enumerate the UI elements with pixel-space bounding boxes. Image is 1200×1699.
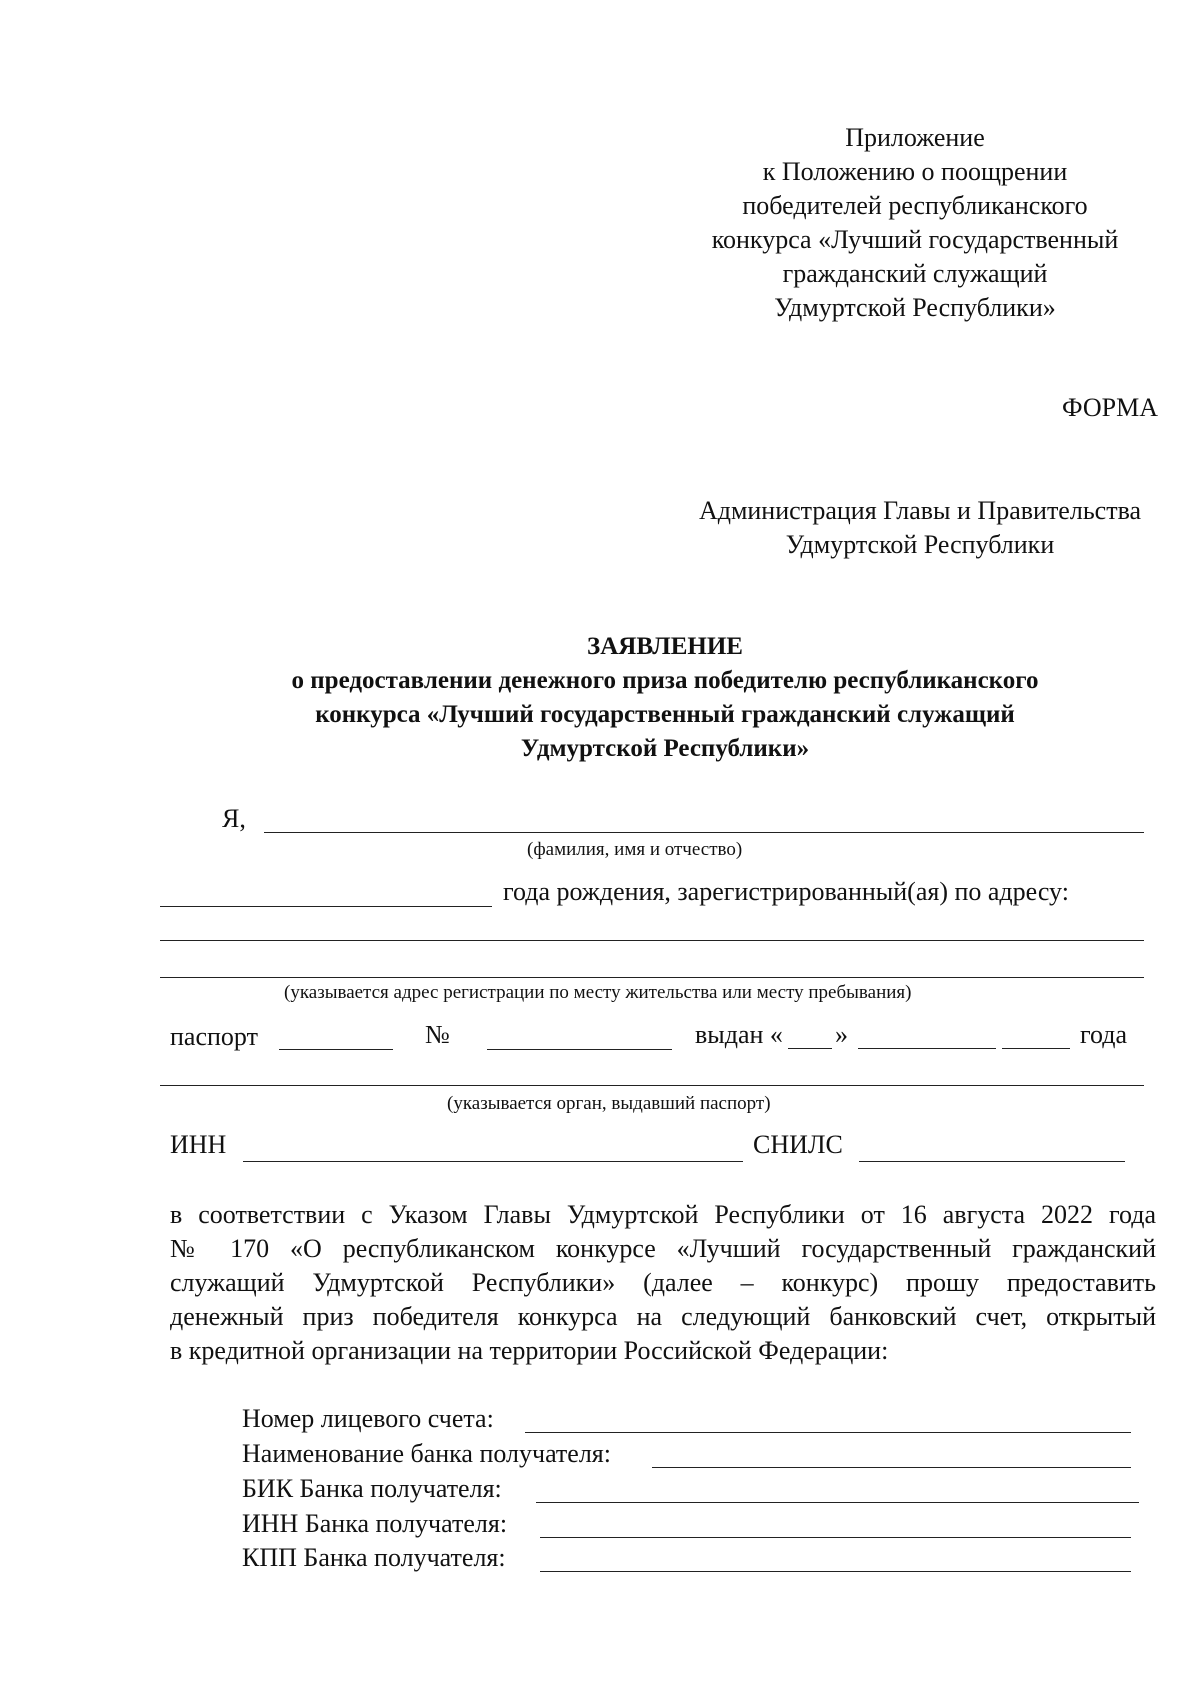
i-label: Я, bbox=[222, 804, 246, 833]
addressee-line: Администрация Главы и Правительства bbox=[698, 496, 1142, 525]
appendix-line: Приложение bbox=[845, 123, 985, 152]
passport-label: паспорт bbox=[170, 1022, 258, 1051]
paragraph-line: денежный приз победителя конкурса на следующий банковский счет, открытый bbox=[170, 1302, 1156, 1331]
bank-inn-field[interactable] bbox=[540, 1537, 1131, 1538]
bank-kpp-field[interactable] bbox=[540, 1571, 1131, 1572]
inn-field[interactable] bbox=[243, 1161, 743, 1162]
paragraph-line: № 170 «О республиканском конкурсе «Лучший государственный гражданский bbox=[170, 1234, 1156, 1263]
fio-hint: (фамилия, имя и отчество) bbox=[527, 839, 743, 860]
title-line: конкурса «Лучший государственный гражданский служащий bbox=[315, 701, 1015, 728]
passport-number-field[interactable] bbox=[487, 1049, 672, 1050]
bank-name-label: Наименование банка получателя: bbox=[242, 1439, 611, 1468]
appendix-line: гражданский служащий bbox=[782, 259, 1048, 288]
form-label: ФОРМА bbox=[1062, 393, 1158, 422]
birth-text: года рождения, зарегистрированный(ая) по адресу: bbox=[503, 877, 1069, 906]
title-heading: ЗАЯВЛЕНИЕ bbox=[587, 633, 743, 660]
request-paragraph bbox=[170, 1198, 1156, 1368]
bank-bik-field[interactable] bbox=[536, 1502, 1139, 1503]
birth-year-field[interactable] bbox=[160, 906, 492, 907]
address-field-2[interactable] bbox=[160, 977, 1144, 978]
snils-field[interactable] bbox=[859, 1161, 1125, 1162]
appendix-line: конкурса «Лучший государственный bbox=[711, 225, 1119, 254]
paragraph-line: в кредитной организации на территории Российской Федерации: bbox=[170, 1336, 889, 1365]
inn-label: ИНН bbox=[170, 1130, 227, 1159]
appendix-line: Удмуртской Республики» bbox=[774, 293, 1056, 322]
issue-month-field[interactable] bbox=[858, 1048, 996, 1049]
snils-label: СНИЛС bbox=[753, 1130, 843, 1159]
address-field-1[interactable] bbox=[160, 940, 1144, 941]
passport-series-field[interactable] bbox=[279, 1049, 393, 1050]
document-title bbox=[160, 630, 1170, 766]
addressee bbox=[650, 494, 1190, 562]
issuer-field[interactable] bbox=[160, 1085, 1144, 1086]
year-label: года bbox=[1080, 1020, 1128, 1049]
bank-account-label: Номер лицевого счета: bbox=[242, 1404, 494, 1433]
appendix-line: к Положению о поощрении bbox=[762, 157, 1068, 186]
bank-name-field[interactable] bbox=[652, 1467, 1131, 1468]
bank-kpp-label: КПП Банка получателя: bbox=[242, 1543, 506, 1572]
issued-label: выдан « bbox=[695, 1020, 783, 1049]
issue-year-field[interactable] bbox=[1002, 1048, 1070, 1049]
appendix-line: победителей республиканского bbox=[742, 191, 1088, 220]
issued-close-quote: » bbox=[835, 1020, 848, 1049]
bank-bik-label: БИК Банка получателя: bbox=[242, 1474, 502, 1503]
passport-number-sign: № bbox=[425, 1020, 450, 1049]
title-line: Удмуртской Республики» bbox=[520, 735, 810, 762]
paragraph-line: служащий Удмуртской Республики» (далее – конкурс) прошу предоставить bbox=[170, 1268, 1156, 1297]
title-line: о предоставлении денежного приза победителю республиканского bbox=[291, 667, 1039, 694]
address-hint: (указывается адрес регистрации по месту жительства или месту пребывания) bbox=[284, 982, 912, 1003]
issuer-hint: (указывается орган, выдавший паспорт) bbox=[447, 1093, 771, 1114]
bank-inn-label: ИНН Банка получателя: bbox=[242, 1509, 508, 1538]
paragraph-line: в соответствии с Указом Главы Удмуртской Республики от 16 августа 2022 года bbox=[170, 1200, 1156, 1229]
fio-field[interactable] bbox=[264, 832, 1144, 833]
issue-day-field[interactable] bbox=[788, 1048, 832, 1049]
appendix-header bbox=[660, 121, 1170, 325]
bank-account-field[interactable] bbox=[525, 1432, 1131, 1433]
addressee-line: Удмуртской Республики bbox=[785, 530, 1055, 559]
